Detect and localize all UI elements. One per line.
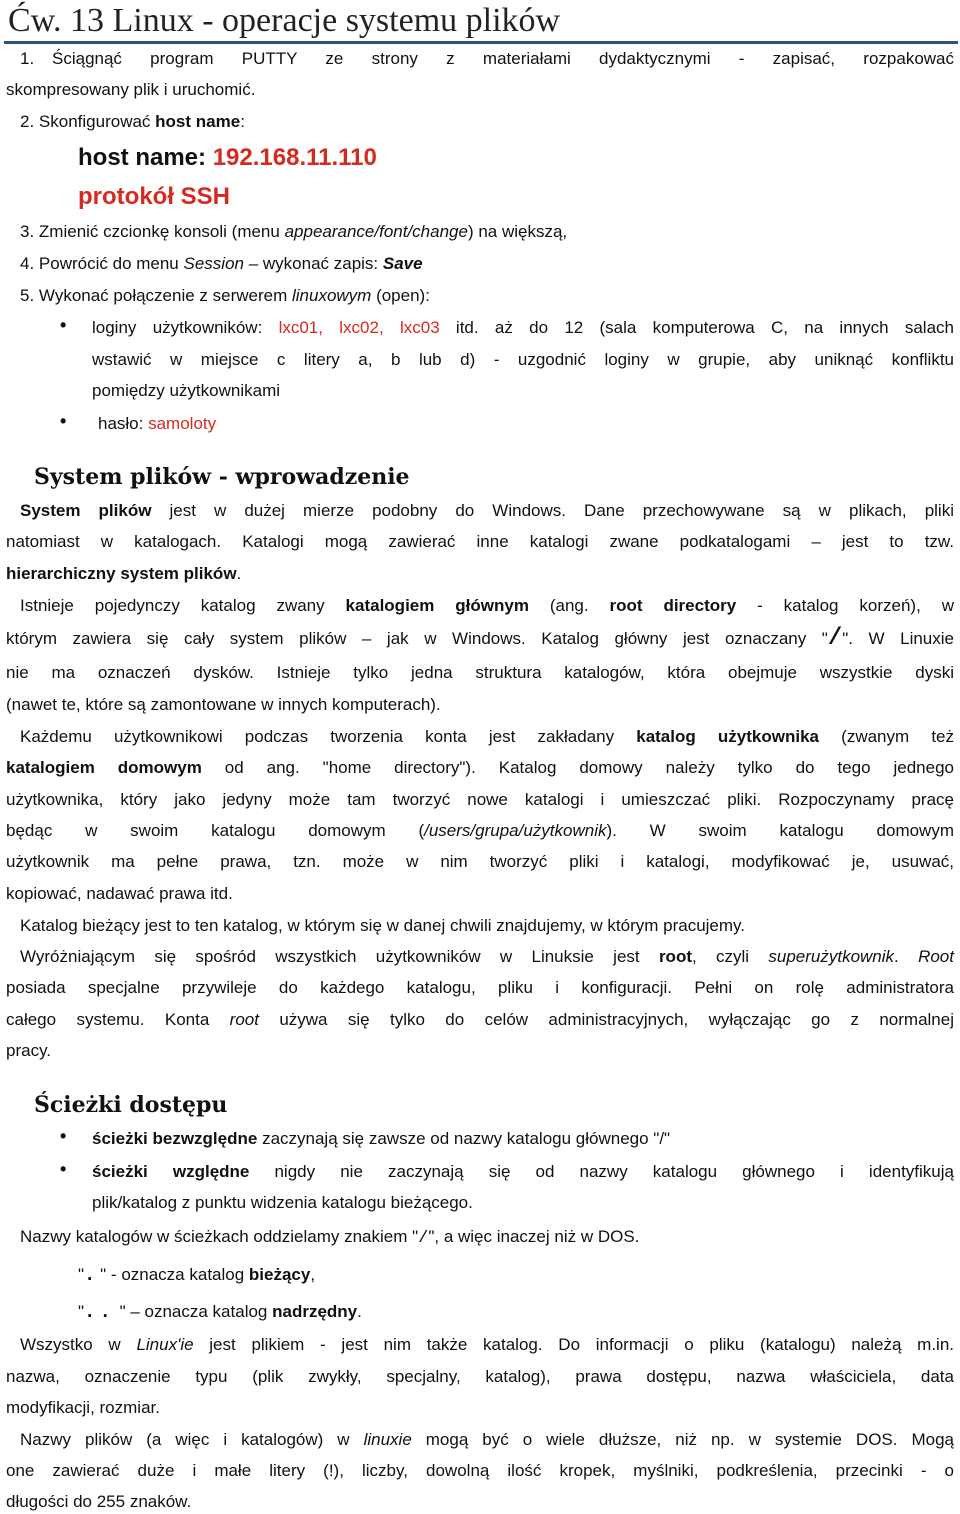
dotdot-symbol: .. xyxy=(84,1301,115,1323)
separator-text xyxy=(20,1227,639,1248)
step-2-bold: host name xyxy=(155,112,241,131)
p6-line-2: nazwa, oznaczenie typu (plik zwykły, specjalny, katalog), prawa dostępu, nazwa właściciela, data xyxy=(6,1367,954,1386)
sep-a: Nazwy katalogów w ścieżkach oddzielamy znakiem " xyxy=(20,1227,419,1246)
p2-line-3: nie ma oznaczeń dysków. Istnieje tylko jedna struktura katalogów, która obejmuje wszystkie dyski xyxy=(6,663,954,682)
relative-paths-text: nigdy nie zaczynają się od nazwy katalogu głównego i identyfikują xyxy=(249,1162,954,1181)
p5-a: Wyróżniającym się spośród wszystkich użytkowników w Linuksie jest xyxy=(20,947,659,966)
step-4-number: 4. xyxy=(20,254,35,273)
step-3-number: 3. xyxy=(20,222,35,241)
absolute-paths-text: zaczynają się zawsze od nazwy katalogu głównego "/" xyxy=(257,1129,671,1148)
p1-line-3 xyxy=(6,564,241,584)
host-value: 192.168.11.110 xyxy=(212,144,377,171)
sep-b: ", a więc inaczej niż w DOS. xyxy=(428,1227,640,1246)
logins-value: lxc01, lxc02, lxc03 xyxy=(278,318,440,337)
step-2-number: 2. xyxy=(20,112,35,131)
p2-line-1 xyxy=(20,596,954,616)
step-4-save: Save xyxy=(382,254,423,273)
p5-root-bold: root xyxy=(658,947,692,966)
dotdot-q2: " – oznacza katalog xyxy=(114,1302,273,1321)
protocol: protokół SSH xyxy=(78,183,231,210)
p2-line-4: (nawet te, które są zamontowane w innych komputerach). xyxy=(6,695,441,714)
dotdot-q1: " xyxy=(78,1302,85,1321)
step-4-mid: – wykonać zapis: xyxy=(243,254,383,273)
step-4-pre: Powrócić do menu xyxy=(38,254,184,273)
step-3-pre: Zmienić czcionkę konsoli (menu xyxy=(38,222,285,241)
p3-l4b: ). W swoim katalogu domowym xyxy=(606,821,954,840)
step-5-pre: Wykonać połączenie z serwerem xyxy=(38,286,292,305)
step-1-text: Ściągnąć program PUTTY ze strony z materiałami dydaktycznymi - zapisać, rozpakować xyxy=(52,49,954,68)
dot-symbol: . xyxy=(84,1264,96,1286)
step-1-number: 1. xyxy=(20,49,35,68)
relative-paths-line-2: plik/katalog z punktu widzenia katalogu bieżącego. xyxy=(92,1193,473,1212)
relative-paths-bold: ścieżki względne xyxy=(92,1162,250,1181)
dotdot-bold: nadrzędny xyxy=(272,1302,358,1321)
logins-line-3: pomiędzy użytkownikami xyxy=(92,381,281,400)
step-5-post: (open): xyxy=(371,286,430,305)
step-5-linux: linuxowym xyxy=(291,286,372,305)
absolute-paths xyxy=(92,1129,670,1149)
p6-line-1 xyxy=(20,1335,954,1355)
p3-line-6: kopiować, nadawać prawa itd. xyxy=(6,884,233,903)
p7-line-2: one zawierać duże i małe litery (!), liczby, dowolną ilość kropek, myślniki, podkreślenia, przecinki - o xyxy=(6,1461,954,1480)
step-3-post: ) na większą, xyxy=(467,222,568,241)
relative-paths-line-1 xyxy=(92,1162,954,1182)
bullet-icon: • xyxy=(60,1159,67,1179)
p3-d: od ang. "home directory"). Katalog domowy należy tylko do tego jednego xyxy=(201,758,954,777)
step-2-text: Skonfigurować xyxy=(38,112,156,131)
p6-b: jest plikiem - jest nim także katalog. Do informacji o pliku (katalogu) należą m.in. xyxy=(193,1335,954,1354)
p2-bold-1: katalogiem głównym xyxy=(345,596,529,615)
p1-end: . xyxy=(236,564,242,583)
p6-line-3: modyfikacji, rozmiar. xyxy=(6,1398,160,1417)
p5-line-2: posiada specjalne przywileje do każdego katalogu, pliku i konfiguracji. Pełni on rolę administratora xyxy=(6,978,954,997)
p7-line-3: długości do 255 znaków. xyxy=(6,1492,192,1511)
p7-b: mogą być o wiele dłuższe, niż np. w systemie DOS. Mogą xyxy=(411,1430,955,1449)
p3-line-1 xyxy=(20,727,954,747)
p1-bold-2: hierarchiczny system plików xyxy=(6,564,237,583)
p1-text: jest w dużej mierze podobny do Windows. Dane przechowywane są w plikach, pliki xyxy=(151,501,954,520)
p1-line-2: natomiast w katalogach. Katalogi mogą zawierać inne katalogi zwane podkatalogami – jest to tzw. xyxy=(6,532,954,551)
p3-line-2 xyxy=(6,758,954,778)
logins-line-1 xyxy=(92,318,954,338)
p2-a: Istnieje pojedynczy katalog zwany xyxy=(20,596,346,615)
p5-l3b: używa się tylko do celów administracyjnych, wyłączając go z normalnej xyxy=(258,1010,954,1029)
dotdot-line xyxy=(78,1301,362,1323)
p7-a: Nazwy plików (a więc i katalogów) w xyxy=(20,1430,364,1449)
p5-root-italic: Root xyxy=(918,947,954,966)
password-line xyxy=(98,414,216,434)
dot-q1: " xyxy=(78,1265,85,1284)
p3-l4a: będąc w swoim katalogu domowym ( xyxy=(6,821,425,840)
bullet-icon: • xyxy=(60,411,67,431)
step-3-menu: appearance/font/change xyxy=(284,222,468,241)
bullet-icon: • xyxy=(60,1126,67,1146)
section-heading-filesystem: System plików - wprowadzenie xyxy=(34,464,410,490)
p3-a: Każdemu użytkownikowi podczas tworzenia konta jest zakładany xyxy=(20,727,637,746)
p3-path: /users/grupa/użytkownik xyxy=(424,821,607,840)
p3-line-5: użytkownik ma pełne prawa, tzn. może w nim tworzyć pliki i katalogi, modyfikować je, usuwać, xyxy=(6,852,954,871)
p1-bold: System plików xyxy=(20,501,152,520)
p5-root-2: root xyxy=(229,1010,259,1029)
host-line xyxy=(78,144,377,172)
dot-line xyxy=(78,1264,315,1286)
p3-line-3: użytkownika, który jako jedyny może tam tworzyć nowe katalogi i umieszczać pliki. Rozpoczynamy pracę xyxy=(6,790,954,809)
p5-c: , czyli xyxy=(691,947,769,966)
section-heading-paths: Ścieżki dostępu xyxy=(34,1092,228,1118)
p5-line-1 xyxy=(20,947,954,967)
step-3 xyxy=(20,222,567,242)
dot-q2: " - oznacza katalog xyxy=(95,1265,249,1284)
password-pre: hasło: xyxy=(98,414,149,433)
p5-superuser: superużytkownik xyxy=(768,947,895,966)
p3-c: (zwanym też xyxy=(819,727,954,746)
p2-c: (ang. xyxy=(528,596,610,615)
host-label: host name: xyxy=(78,144,213,171)
absolute-paths-bold: ścieżki bezwzględne xyxy=(92,1129,258,1148)
page-title: Ćw. 13 Linux - operacje systemu plików xyxy=(8,2,561,39)
logins-pre: loginy użytkowników: xyxy=(92,318,279,337)
bullet-icon: • xyxy=(60,315,67,335)
sep-slash: / xyxy=(418,1229,429,1248)
p5-line-3 xyxy=(6,1010,954,1030)
step-2 xyxy=(20,112,245,132)
p6-linux: Linux'ie xyxy=(136,1335,194,1354)
dot-end: , xyxy=(310,1265,316,1284)
p5-d: . xyxy=(894,947,919,966)
p1-line-1 xyxy=(20,501,954,521)
p2-d: - katalog korzeń), w xyxy=(736,596,954,615)
p5-l3a: całego systemu. Konta xyxy=(6,1010,230,1029)
password-value: samoloty xyxy=(148,414,217,433)
p6-a: Wszystko w xyxy=(20,1335,137,1354)
step-1-text-cont: skompresowany plik i uruchomić. xyxy=(6,80,256,99)
step-4 xyxy=(20,254,423,274)
step-5-number: 5. xyxy=(20,286,35,305)
p2-bold-2: root directory xyxy=(609,596,737,615)
p5-line-4: pracy. xyxy=(6,1041,52,1060)
dotdot-end: . xyxy=(357,1302,362,1321)
step-4-session: Session xyxy=(183,254,244,273)
step-5 xyxy=(20,286,430,306)
title-underline xyxy=(4,41,958,44)
p3-line-4 xyxy=(6,821,954,841)
p2-l2b: ". W Linuxie xyxy=(842,629,954,648)
p2-line-2 xyxy=(6,625,954,652)
p3-bold-2: katalogiem domowym xyxy=(6,758,202,777)
p7-line-1 xyxy=(20,1430,954,1450)
logins-rest: itd. aż do 12 (sala komputerowa C, na innych salach xyxy=(439,318,954,337)
p3-bold-1: katalog użytkownika xyxy=(636,727,819,746)
p4: Katalog bieżący jest to ten katalog, w którym się w danej chwili znajdujemy, w którym pracujemy. xyxy=(20,916,745,935)
p2-l2a: którym zawiera się cały system plików – jak w Windows. Katalog główny jest oznaczany " xyxy=(6,629,828,648)
dot-bold: bieżący xyxy=(248,1265,311,1284)
step-2-colon: : xyxy=(240,112,245,131)
p7-linux: linuxie xyxy=(363,1430,412,1449)
logins-line-2: wstawić w miejsce c litery a, b lub d) - uzgodnić loginy w grupie, aby uniknąć konfliktu xyxy=(92,350,954,369)
p2-slash: / xyxy=(827,625,843,652)
